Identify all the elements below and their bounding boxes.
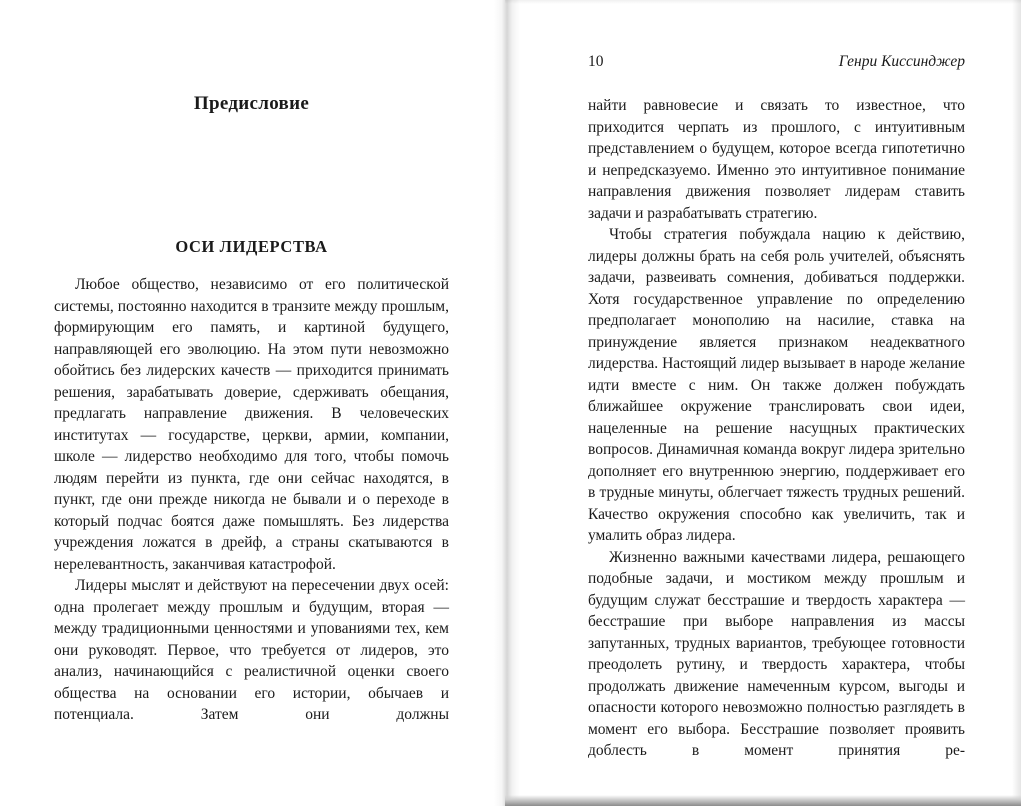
paragraph: Чтобы стратегия побуждала нацию к действию, лидеры должны брать на себя роль учителей, объяснять задачи, развеивать сомнения, добиваться поддержки. Хотя государственное управление по определению предполагает монополию на насилие, ставка на принуждение является признаком неадекватного лидерства. Настоящий лидер вызывает в народе желание идти вместе с ним. Он также должен побуждать ближайшее окружение транслировать свои идеи, нацеленные на решение насущных практических вопросов. Динамичная команда вокруг лидера зрительно дополняет его внутреннюю энергию, поддерживает его в трудные минуты, облегчает тяжесть трудных решений. Качество окружения способно как увеличить, так и умалить образ лидера. [588,226,965,544]
page-edge-right [1012,0,1021,806]
paragraph: найти равновесие и связать то известное, что приходится черпать из прошлого, с интуитивным представлением о будущем, которое всегда гипотетично и непредсказуемо. Именно это интуитивное понимание направления движения позволяет лидерам ставить задачи и разрабатывать стратегию. [588,97,965,222]
page-edge-bottom [505,795,1021,806]
paragraph: Лидеры мыслят и действуют на пересечении двух осей: одна пролегает между прошлым и будущим, вторая — между традиционными ценностями и упованиями тех, кем они руководят. Первое, что требуется от лидеров, это анализ, начинающийся с реалистичной оценки своего общества на основании его истории, обычаев и потенциала. Затем они должны [54,577,449,723]
running-header-author: Генри Киссинджер [838,53,965,70]
page-left [0,0,505,806]
page-right [512,0,1021,806]
paragraph: Жизненно важными качествами лидера, решающего подобные задачи, и мостиком между прошлым и будущим служат бесстрашие и твердость характера — бесстрашие при выборе направления из массы запутанных, трудных вариантов, требующее готовности преодолеть рутину, и твердость характера, чтобы продолжать движение намеченным курсом, выгоды и опасности которого невозможно полностью разглядеть в момент его выбора. Бесстрашие позволяет проявить доблесть в момент принятия ре- [588,548,965,759]
preface-title: Предисловие [193,93,310,114]
paragraph: Любое общество, независимо от его политической системы, постоянно находится в транзите между прошлым, формирующим его память, и картиной будущего, направляющей его эволюцию. На этом пути невозможно обойтись без лидерских качеств — приходится принимать решения, зарабатывать доверие, сдерживать обещания, предлагать направление движения. В человеческих институтах — государстве, церкви, армии, компании, школе — лидерство необходимо для того, чтобы помочь людям перейти из пункта, где они сейчас находятся, в пункт, где они прежде никогда не бывали и о переходе в который подчас боятся даже помышлять. Без лидерства учреждения ложатся в дрейф, а страны скатываются в нерелевантность, заканчивая катастрофой. [54,276,449,573]
section-heading: ОСИ ЛИДЕРСТВА [175,237,328,256]
page-number: 10 [588,53,604,70]
page-edge-top [505,0,1021,4]
running-header [588,52,965,71]
